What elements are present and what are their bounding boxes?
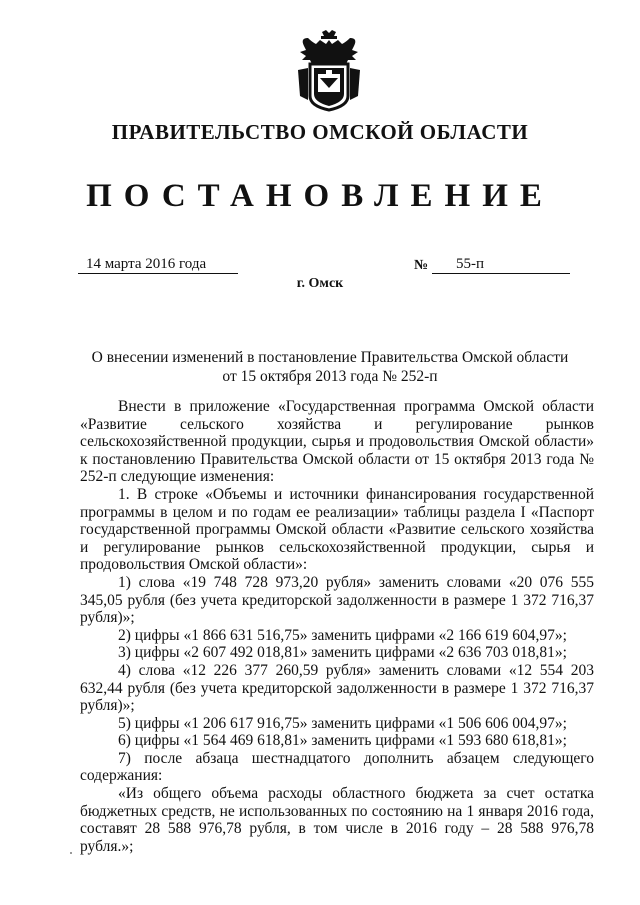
paragraph: 5) цифры «1 206 617 916,75» заменить цифрами «1 506 606 004,97»;: [118, 714, 567, 732]
paragraph: 3) цифры «2 607 492 018,81» заменить цифрами «2 636 703 018,81»;: [118, 644, 567, 662]
paragraph: Внести в приложение «Государственная программа Омской области «Развитие сельского хозяйства и регулирование рынков сельскохозяйственной продукции, сырья и продовольствия Омской области» к постановлению Правительства Омской области от 15 октября 2013 года № 252-п следующие изменения:: [80, 398, 594, 486]
city-label: г. Омск: [296, 276, 344, 291]
document-subject: [90, 348, 570, 386]
decree-date: 14 марта 2016 года: [78, 256, 238, 274]
paragraph: 6) цифры «1 564 469 618,81» заменить цифрами «1 593 680 618,81»;: [118, 732, 567, 750]
government-title: ПРАВИТЕЛЬСТВО ОМСКОЙ ОБЛАСТИ: [111, 120, 529, 144]
paragraph: 4) слова «12 226 377 260,59 рубля» заменить словами «12 554 203 632,44 рубля (без учета кредиторской задолженности в размере 1 372 716,37 рубля)»;: [80, 661, 594, 715]
paragraph: «Из общего объема расходы областного бюджета за счет остатка бюджетных средств, не использованных по состоянию на 1 января 2016 года, составят 28 588 976,78 рубля, в том числе в 2016 году – 28 588 976,78 рубля.»;: [80, 785, 594, 855]
decree-number: 55-п: [432, 256, 570, 274]
paragraph: 7) после абзаца шестнадцатого дополнить абзацем следующего содержания:: [80, 749, 594, 785]
coat-of-arms-emblem: [296, 30, 362, 112]
subject-line-2: от 15 октября 2013 года № 252-п: [222, 368, 438, 385]
paragraph: 1. В строке «Объемы и источники финансирования государственной программы в целом и по годам ее реализации» таблицы раздела I «Паспорт государственной программы Омской области «Развитие сельского хозяйства и регулирование рынков сельскохозяйственной продукции, сырья и продовольствия Омской области»:: [80, 485, 594, 574]
subject-line-1: О внесении изменений в постановление Правительства Омской области: [91, 349, 569, 366]
paragraph: 1) слова «19 748 728 973,20 рубля» заменить словами «20 076 555 345,05 рубля (без учета кредиторской задолженности в размере 1 372 716,37 рубля)»;: [80, 573, 594, 627]
document-type-title: ПОСТАНОВЛЕНИЕ: [86, 178, 554, 214]
document-body: [80, 398, 594, 855]
paragraph: 2) цифры «1 866 631 516,75» заменить цифрами «2 166 619 604,97»;: [118, 626, 567, 644]
number-sign: №: [414, 258, 429, 273]
scan-speck: [70, 852, 72, 854]
